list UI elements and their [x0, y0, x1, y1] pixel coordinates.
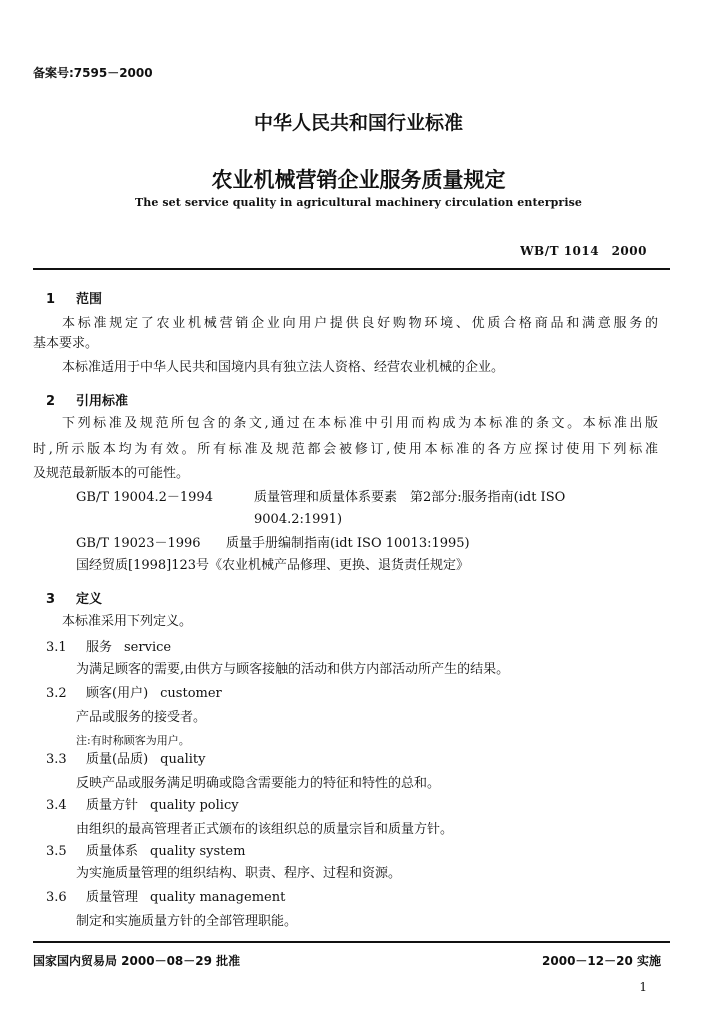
- section-3-intro: 本标准采用下列定义。: [62, 614, 193, 629]
- section-number: 3: [46, 592, 56, 607]
- document-title-english: The set service quality in agricultural machinery circulation enterprise: [134, 196, 583, 209]
- term-3-2: [46, 686, 222, 701]
- term-english: quality management: [150, 890, 286, 905]
- section-title: 定义: [76, 592, 103, 607]
- term-chinese: 质量方针: [86, 798, 139, 813]
- reference-2-title: 质量手册编制指南(idt ISO 10013:1995): [226, 536, 470, 551]
- term-english: service: [124, 640, 172, 655]
- section-2-paragraph-line-2: 时,所示版本均为有效。所有标准及规范都会被修订,使用本标准的各方应探讨使用下列标准: [33, 442, 658, 457]
- section-2-paragraph-line-1: 下列标准及规范所包含的条文,通过在本标准中引用而构成为本标准的条文。本标准出版: [62, 416, 658, 431]
- section-title: 引用标准: [76, 394, 129, 409]
- header-divider: [33, 268, 670, 270]
- term-number: 3.3: [46, 752, 67, 767]
- footer-divider: [33, 941, 670, 943]
- section-title: 范围: [76, 292, 103, 307]
- term-chinese: 质量(品质): [86, 752, 149, 767]
- reference-2-code: GB/T 19023－1996: [76, 536, 201, 551]
- section-1-heading: [46, 288, 102, 307]
- reference-2: [76, 536, 470, 551]
- section-2-heading: [46, 390, 128, 409]
- reference-1-continuation: 9004.2:1991): [254, 512, 343, 527]
- term-3-3: [46, 752, 206, 767]
- term-3-2-definition: 产品或服务的接受者。: [76, 710, 207, 725]
- term-number: 3.2: [46, 686, 67, 701]
- effective-date: 2000－12－20 实施: [542, 954, 661, 968]
- reference-1: [76, 490, 565, 505]
- term-chinese: 质量管理: [86, 890, 139, 905]
- term-3-4-definition: 由组织的最高管理者正式颁布的该组织总的质量宗旨和质量方针。: [76, 822, 454, 837]
- reference-1-title: 质量管理和质量体系要素 第2部分:服务指南(idt ISO: [254, 490, 566, 505]
- term-number: 3.5: [46, 844, 67, 859]
- term-english: quality: [160, 752, 206, 767]
- term-3-6-definition: 制定和实施质量方针的全部管理职能。: [76, 914, 298, 929]
- section-number: 1: [46, 292, 56, 307]
- term-chinese: 质量体系: [86, 844, 139, 859]
- section-1-paragraph-2: 本标准适用于中华人民共和国境内具有独立法人资格、经营农业机械的企业。: [62, 360, 505, 375]
- term-3-2-note: 注:有时称顾客为用户。: [76, 734, 190, 747]
- term-english: customer: [160, 686, 222, 701]
- industry-standard-label: 中华人民共和国行业标准: [253, 112, 463, 134]
- term-number: 3.1: [46, 640, 67, 655]
- section-1-paragraph-1-line-2: 基本要求。: [33, 336, 99, 351]
- page-number: 1: [639, 980, 647, 994]
- document-title-chinese: 农业机械营销企业服务质量规定: [211, 168, 506, 192]
- term-3-5: [46, 844, 245, 859]
- term-3-3-definition: 反映产品或服务满足明确或隐含需要能力的特征和特性的总和。: [76, 776, 441, 791]
- section-number: 2: [46, 394, 56, 409]
- issue-date: 国家国内贸易局 2000－08－29 批准: [33, 954, 241, 968]
- standard-number: WB/T 1014 2000: [520, 244, 647, 258]
- term-chinese: 服务: [86, 640, 113, 655]
- section-1-paragraph-1-line-1: 本标准规定了农业机械营销企业向用户提供良好购物环境、优质合格商品和满意服务的: [62, 316, 658, 331]
- term-3-1-definition: 为满足顾客的需要,由供方与顾客接触的活动和供方内部活动所产生的结果。: [76, 662, 510, 677]
- filing-number: 备案号:7595－2000: [33, 66, 153, 80]
- reference-1-code: GB/T 19004.2－1994: [76, 490, 213, 505]
- term-3-1: [46, 640, 171, 655]
- section-3-heading: [46, 588, 102, 607]
- term-chinese: 顾客(用户): [86, 686, 149, 701]
- term-3-5-definition: 为实施质量管理的组织结构、职责、程序、过程和资源。: [76, 866, 402, 881]
- term-number: 3.4: [46, 798, 67, 813]
- section-2-paragraph-line-3: 及规范最新版本的可能性。: [33, 466, 190, 481]
- term-3-4: [46, 798, 239, 813]
- term-english: quality policy: [150, 798, 239, 813]
- reference-3: 国经贸质[1998]123号《农业机械产品修理、更换、退货责任规定》: [76, 558, 470, 573]
- term-english: quality system: [150, 844, 246, 859]
- term-3-6: [46, 890, 285, 905]
- term-number: 3.6: [46, 890, 67, 905]
